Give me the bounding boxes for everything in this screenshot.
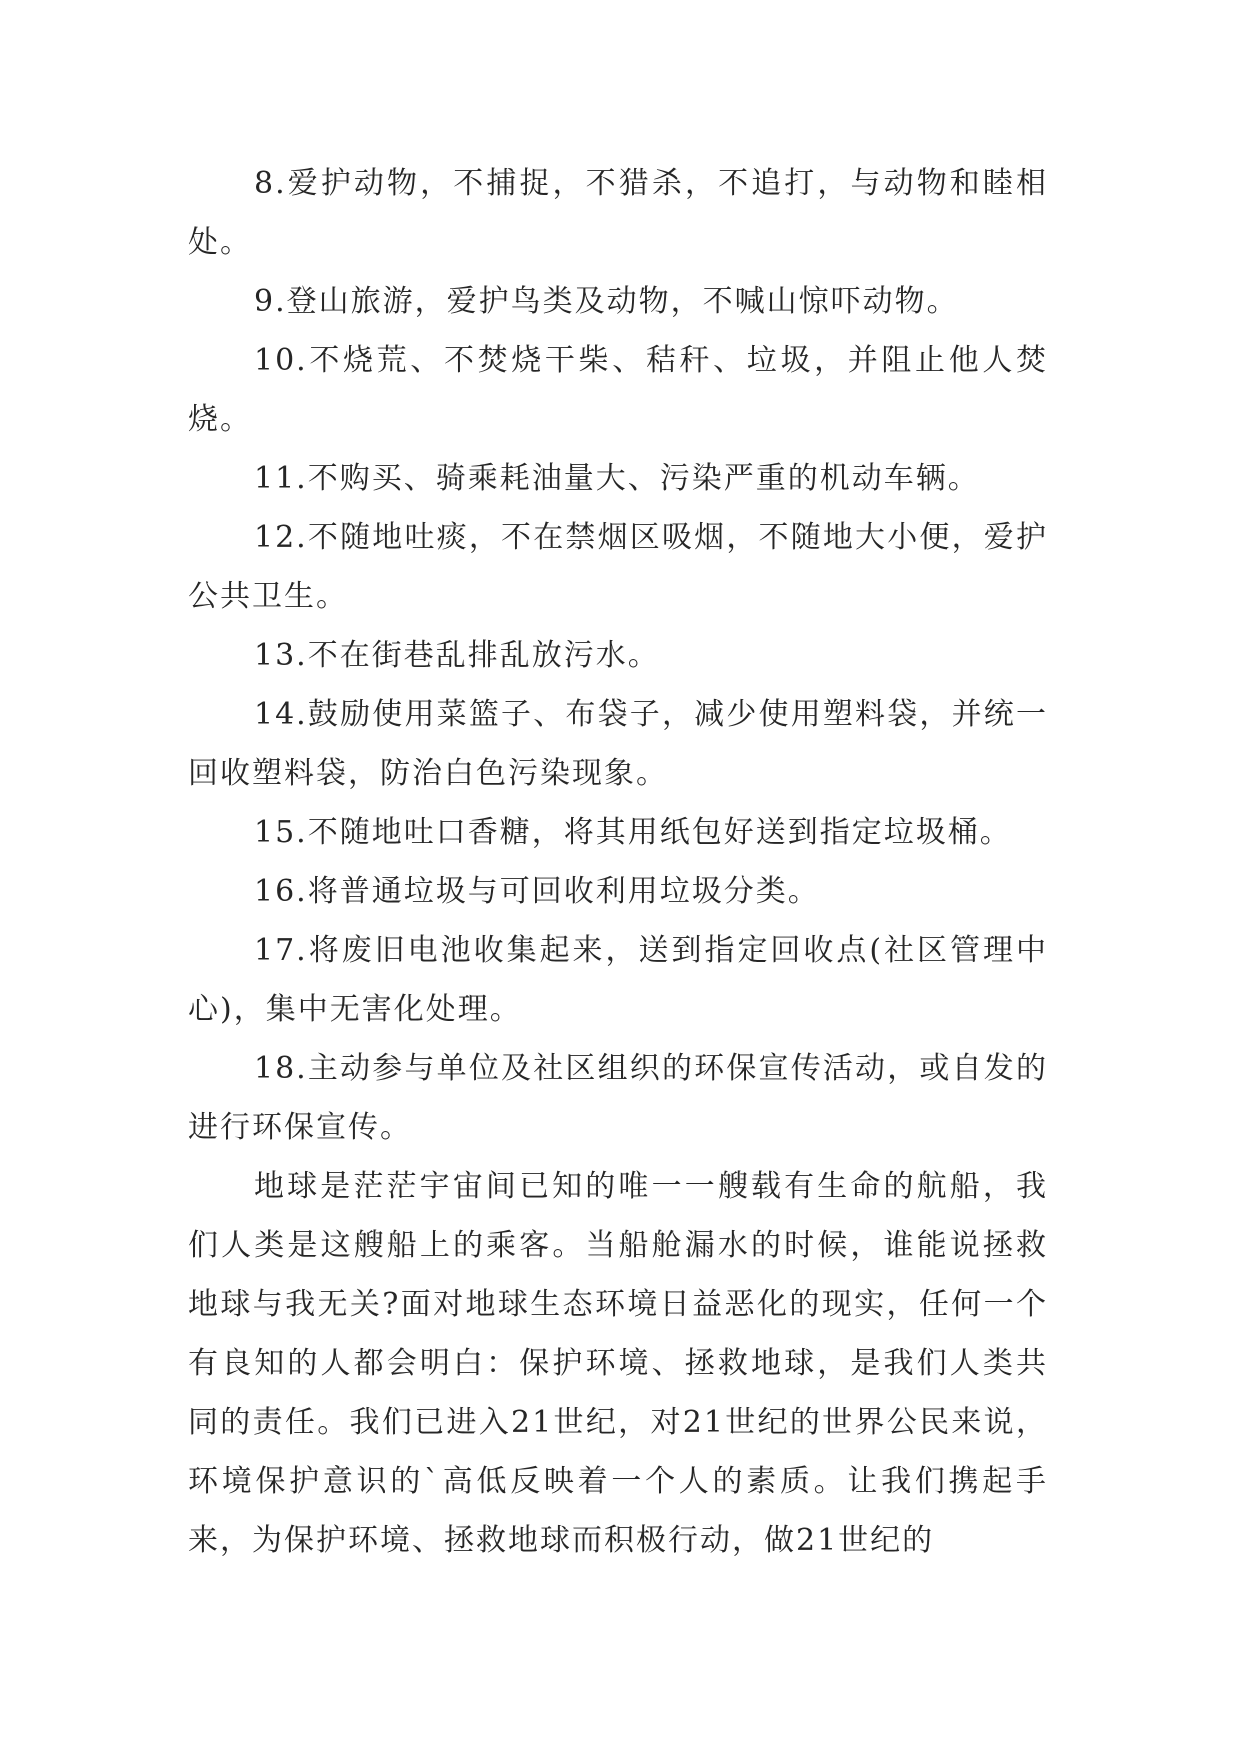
paragraph-text: 9.登山旅游，爱护鸟类及动物，不喊山惊吓动物。 (254, 284, 959, 319)
paragraph-text: 16.将普通垃圾与可回收利用垃圾分类。 (254, 874, 820, 909)
paragraph-text: 11.不购买、骑乘耗油量大、污染严重的机动车辆。 (254, 461, 980, 496)
paragraph-text: 12.不随地吐痰，不在禁烟区吸烟，不随地大小便，爱护公共卫生。 (188, 520, 1048, 614)
paragraph-item-12 (188, 508, 1048, 626)
paragraph-item-8 (188, 154, 1048, 272)
paragraph-item-18 (188, 1039, 1048, 1157)
paragraph-item-9 (188, 272, 1048, 331)
paragraph-text: 地球是茫茫宇宙间已知的唯一一艘载有生命的航船，我们人类是这艘船上的乘客。当船舱漏水的时候，谁能说拯救地球与我无关?面对地球生态环境日益恶化的现实，任何一个有良知的人都会明白：保护环境、拯救地球，是我们人类共同的责任。我们已进入21世纪，对21世纪的世界公民来说，环境保护意识的`高低反映着一个人的素质。让我们携起手来，为保护环境、拯救地球而积极行动，做21世纪的 (188, 1169, 1048, 1558)
paragraph-text: 13.不在街巷乱排乱放污水。 (254, 638, 660, 673)
document-body (188, 154, 1048, 1570)
paragraph-item-14 (188, 685, 1048, 803)
paragraph-item-13 (188, 626, 1048, 685)
paragraph-item-10 (188, 331, 1048, 449)
paragraph-item-15 (188, 803, 1048, 862)
paragraph-conclusion (188, 1157, 1048, 1570)
paragraph-text: 18.主动参与单位及社区组织的环保宣传活动，或自发的进行环保宣传。 (188, 1051, 1048, 1145)
paragraph-text: 10.不烧荒、不焚烧干柴、秸秆、垃圾，并阻止他人焚烧。 (188, 343, 1048, 437)
paragraph-text: 14.鼓励使用菜篮子、布袋子，减少使用塑料袋，并统一回收塑料袋，防治白色污染现象。 (188, 697, 1048, 791)
paragraph-text: 15.不随地吐口香糖，将其用纸包好送到指定垃圾桶。 (254, 815, 1012, 850)
paragraph-item-16 (188, 862, 1048, 921)
paragraph-text: 8.爱护动物，不捕捉，不猎杀，不追打，与动物和睦相处。 (188, 166, 1048, 260)
paragraph-text: 17.将废旧电池收集起来，送到指定回收点(社区管理中心)，集中无害化处理。 (188, 933, 1048, 1027)
paragraph-item-17 (188, 921, 1048, 1039)
paragraph-item-11 (188, 449, 1048, 508)
